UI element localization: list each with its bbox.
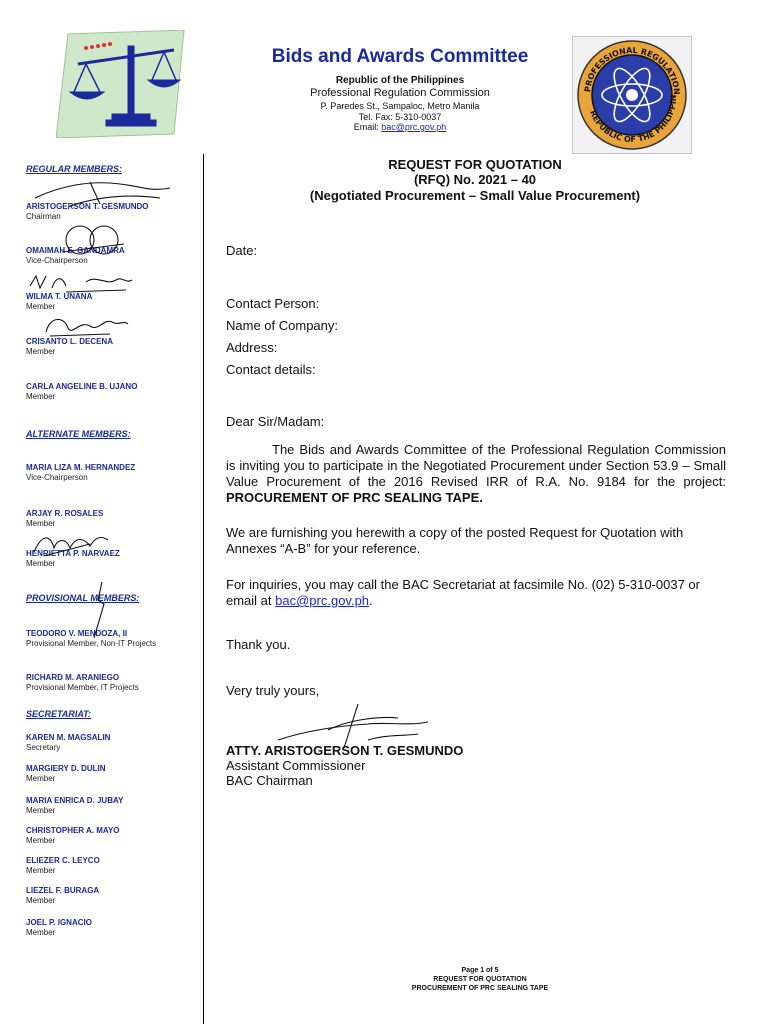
footer-project: PROCUREMENT OF PRC SEALING TAPE [411, 985, 549, 992]
member-name: LIEZEL F. BURAGA [26, 886, 100, 895]
member-role: Member [26, 347, 56, 356]
invitation-paragraph [226, 442, 726, 506]
body-email-link[interactable]: bac@prc.gov.ph [275, 593, 370, 608]
member-entry [26, 337, 201, 357]
address-line: P. Paredes St., Sampaloc, Metro Manila [320, 101, 480, 111]
inquiries-text: For inquiries, you may call the BAC Secretariat at facsimile No. (02) 5-310-0037 or email at [226, 577, 700, 608]
inquiries-end: . [369, 593, 373, 608]
seal-text-bottom: REPUBLIC OF THE PHILIPPIN [588, 94, 679, 145]
signature-unana [26, 272, 136, 296]
member-name: CHRISTOPHER A. MAYO [26, 826, 120, 835]
member-name: RICHARD M. ARANIEGO [26, 673, 120, 682]
member-entry [26, 382, 201, 402]
member-role: Provisional Member, IT Projects [26, 683, 139, 692]
committee-title: Bids and Awards Committee [271, 46, 529, 67]
member-role: Member [26, 866, 56, 875]
member-role: Vice-Chairperson [26, 473, 88, 482]
member-role: Member [26, 392, 56, 401]
member-name: WILMA T. UNANA [26, 292, 93, 301]
member-entry [26, 918, 201, 938]
signature-gesmundo [30, 176, 180, 210]
member-role: Vice-Chairperson [26, 256, 88, 265]
member-role: Member [26, 302, 56, 311]
alternate-members-heading: ALTERNATE MEMBERS: [26, 429, 131, 439]
footer-doc-title: REQUEST FOR QUOTATION [433, 976, 527, 983]
member-role: Member [26, 928, 56, 937]
member-name: KAREN M. MAGSALIN [26, 733, 111, 742]
agency-line: Professional Regulation Commission [310, 87, 490, 99]
member-entry [26, 733, 201, 753]
bac-logo [56, 30, 186, 138]
company-name-label: Name of Company: [226, 318, 338, 333]
member-name: JOEL P. IGNACIO [26, 918, 92, 927]
member-role: Member [26, 836, 56, 845]
member-role: Member [26, 806, 56, 815]
contact-person-label: Contact Person: [226, 296, 320, 311]
member-entry [26, 886, 201, 906]
member-name: ARJAY R. ROSALES [26, 509, 104, 518]
member-name: CRISANTO L. DECENA [26, 337, 113, 346]
republic-line: Republic of the Philippines [335, 75, 465, 86]
address-label: Address: [226, 340, 278, 355]
email-line [200, 122, 600, 132]
member-name: CARLA ANGELINE B. UJANO [26, 382, 138, 391]
header-email-link[interactable]: bac@prc.gov.ph [381, 122, 447, 132]
member-entry [26, 796, 201, 816]
member-entry [26, 463, 201, 483]
page-number: Page 1 of 5 [461, 967, 499, 974]
signature-mendoza [84, 580, 114, 640]
member-role: Member [26, 896, 56, 905]
signatory-name: ATTY. ARISTOGERSON T. GESMUNDO [226, 743, 464, 758]
member-name: TEODORO V. MENDOZA, II [26, 629, 128, 638]
member-entry [26, 509, 201, 529]
thanks-line: Thank you. [226, 637, 291, 652]
member-name: OMAIMAH E. GANDAMRA [26, 246, 125, 255]
signatory-title-2: BAC Chairman [226, 773, 313, 788]
prc-seal [572, 36, 692, 154]
date-field-label: Date: [226, 243, 258, 258]
member-role: Member [26, 519, 56, 528]
member-name: MARIA ENRICA D. JUBAY [26, 796, 124, 805]
member-role: Secretary [26, 743, 61, 752]
salutation: Dear Sir/Madam: [226, 414, 325, 429]
signatory-title-1: Assistant Commissioner [226, 758, 366, 773]
member-role: Member [26, 774, 56, 783]
seal-text-top: PROFESSIONAL REGULATION [583, 45, 682, 96]
member-name: MARGIERY D. DULIN [26, 764, 106, 773]
contact-details-label: Contact details: [226, 362, 316, 377]
rfq-number: (RFQ) No. 2021 – 40 [413, 172, 537, 187]
member-entry [26, 764, 201, 784]
member-name: HENRIETTA P. NARVAEZ [26, 549, 120, 558]
invitation-text: The Bids and Awards Committee of the Professional Regulation Commission is inviting you to participate in the Negotiated Procurement under Section 53.9 – Small Value Procurement of the 2016 Revised IRR of R.A. No. 9184 for the project: [226, 442, 726, 489]
member-name: ELIEZER C. LEYCO [26, 856, 100, 865]
signature-gandamra [58, 222, 128, 258]
email-label: Email: [353, 122, 382, 132]
furnishing-paragraph: We are furnishing you herewith a copy of the posted Request for Quotation with Annexes “A-B” for your reference. [226, 525, 684, 556]
member-entry [26, 826, 201, 846]
rfq-procurement-type: (Negotiated Procurement – Small Value Procurement) [309, 188, 641, 203]
provisional-members-heading: PROVISIONAL MEMBERS: [26, 593, 140, 603]
member-role: Member [26, 559, 56, 568]
secretariat-heading: SECRETARIAT: [26, 709, 91, 719]
rfq-title: REQUEST FOR QUOTATION [388, 157, 562, 172]
regular-members-heading: REGULAR MEMBERS: [26, 164, 122, 174]
member-entry [26, 673, 201, 693]
inquiries-paragraph [226, 577, 726, 609]
member-name: MARIA LIZA M. HERNANDEZ [26, 463, 136, 472]
member-role: Provisional Member, Non-IT Projects [26, 639, 157, 648]
member-name: ARISTOGERSON T. GESMUNDO [26, 202, 149, 211]
member-role: Chairman [26, 212, 61, 221]
signature-decena [40, 312, 130, 340]
telfax-line: Tel. Fax: 5-310-0037 [358, 112, 442, 122]
sidebar-divider [203, 154, 204, 1024]
member-entry [26, 856, 201, 876]
page-footer [380, 966, 580, 993]
closing-line: Very truly yours, [226, 683, 320, 698]
signature-narvaez [30, 530, 110, 560]
project-name: PROCUREMENT OF PRC SEALING TAPE. [226, 490, 483, 505]
